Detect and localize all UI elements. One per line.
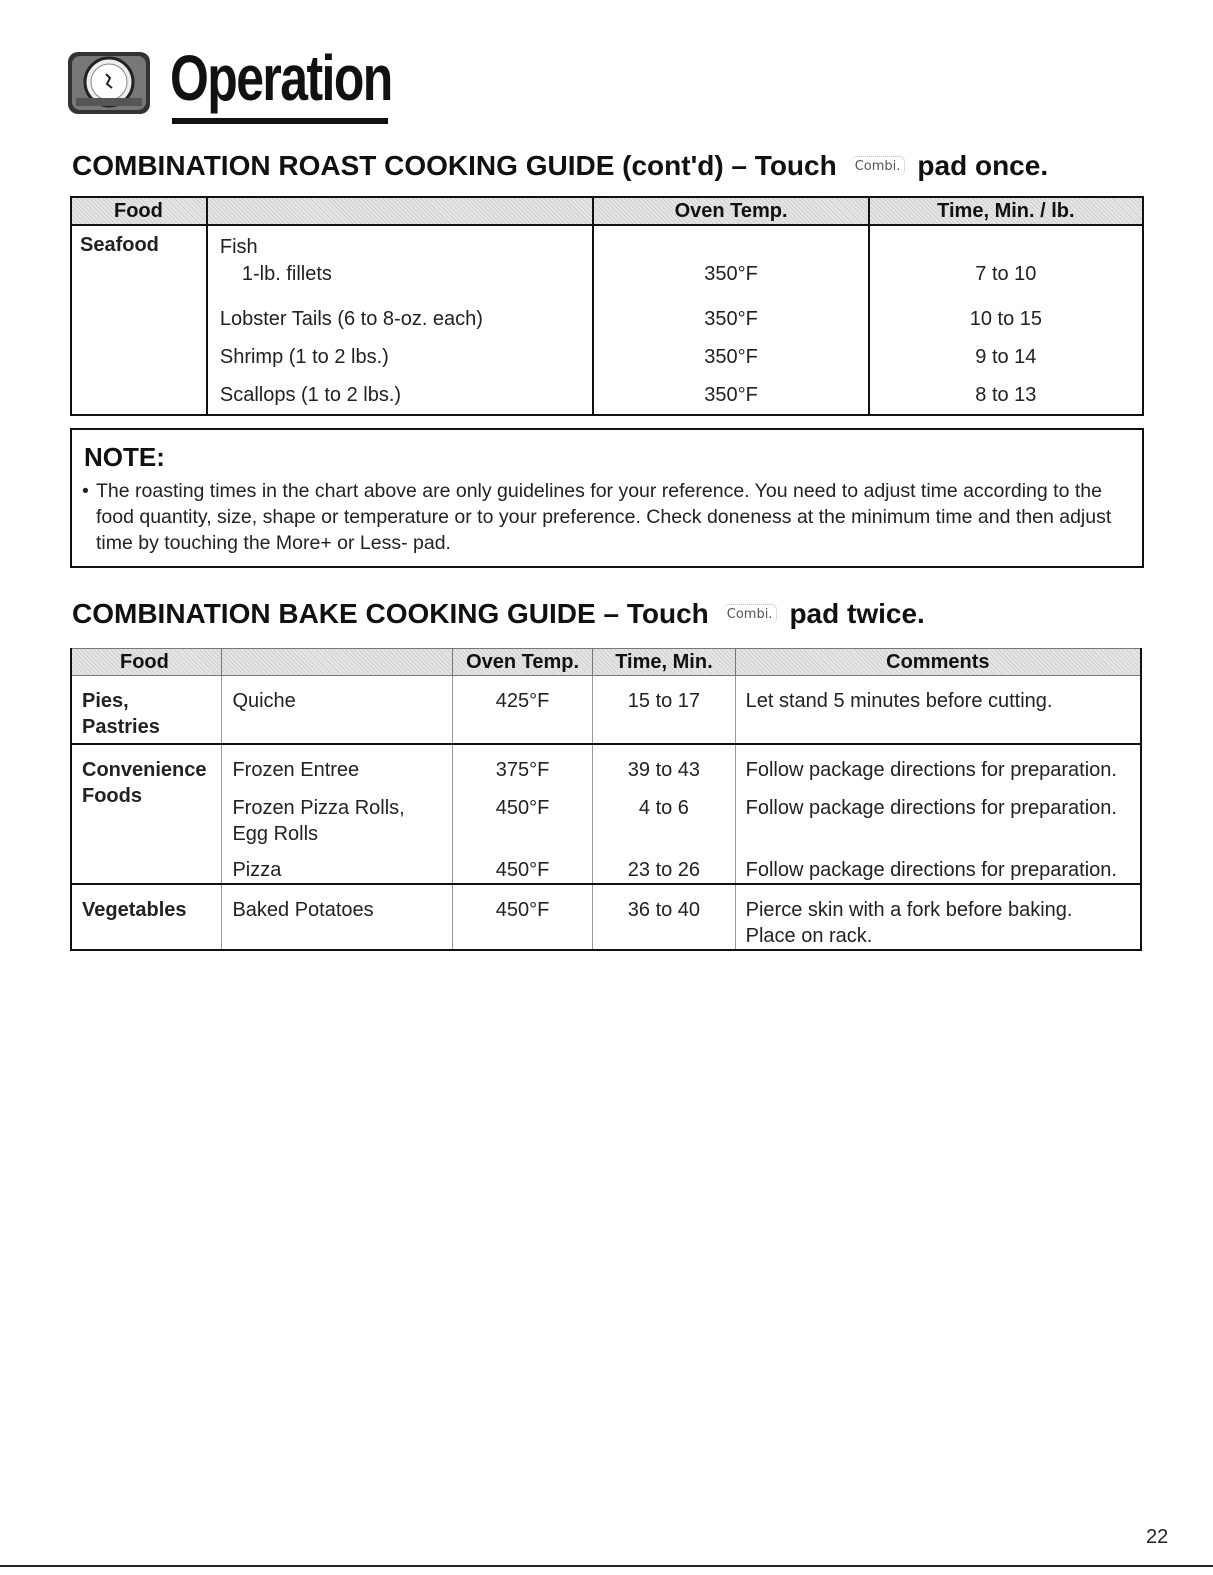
food-item: Frozen Pizza Rolls, (232, 796, 405, 819)
temp-value: 450°F (495, 796, 550, 819)
comment-text: Follow package directions for preparation. (745, 796, 1117, 819)
roast-guide-title (72, 150, 1048, 182)
table-row (71, 676, 1141, 744)
page-title: Operation (170, 42, 392, 114)
time-column (869, 225, 1143, 415)
combi-pad-icon: Combi. (851, 156, 906, 176)
food-item: Pizza (232, 858, 282, 881)
time-value (870, 230, 1142, 264)
comment-text: Follow package directions for preparation. (745, 758, 1117, 781)
note-text-block (82, 478, 1132, 556)
temp-value: 350°F (704, 384, 758, 406)
temp-value: 425°F (495, 690, 550, 712)
comment-text: Let stand 5 minutes before cutting. (745, 690, 1053, 712)
food-item: Lobster Tails (6 to 8-oz. each) (219, 308, 483, 330)
temp-cell (452, 884, 592, 950)
category-line: Foods (82, 784, 142, 807)
bake-title-suffix: pad twice. (789, 598, 925, 629)
category-seafood: Seafood (71, 225, 207, 415)
note-box (70, 428, 1144, 568)
food-item: Scallops (1 to 2 lbs.) (219, 384, 402, 406)
food-column (207, 225, 594, 415)
temp-cell (452, 676, 592, 744)
table-row (71, 884, 1141, 950)
category-line: Convenience (82, 758, 207, 781)
food-item: Fish (219, 236, 258, 258)
roast-title-text: COMBINATION ROAST COOKING GUIDE (cont'd) – Touch (72, 150, 837, 181)
food-item: 1-lb. fillets (241, 263, 332, 285)
time-value: 23 to 26 (627, 858, 701, 881)
footer-rule (0, 1565, 1213, 1567)
table-row (71, 225, 1143, 415)
temp-value: 350°F (704, 346, 758, 368)
time-value: 7 to 10 (975, 263, 1037, 285)
oven-clock-icon (66, 48, 152, 116)
note-body: The roasting times in the chart above are only guidelines for your reference. You need to adjust time according to the food quantity, size, shape or temperature or to your preference. Check doneness at the minimum time and then adjust time by touching the More+ or Less- pad. (96, 480, 1112, 554)
comment-cell (735, 676, 1141, 744)
time-value: 39 to 43 (627, 758, 701, 781)
category-line: Vegetables (82, 898, 187, 921)
page-header (66, 40, 666, 130)
title-underline (172, 118, 388, 124)
table-header-row (71, 649, 1141, 676)
header-food: Food (71, 197, 207, 225)
header-blank (222, 649, 453, 676)
temp-value: 375°F (495, 758, 550, 781)
time-value: 4 to 6 (638, 796, 689, 819)
comment-cell (735, 884, 1141, 950)
time-value: 8 to 13 (975, 384, 1037, 406)
category-convenience-foods (71, 744, 222, 884)
bake-guide-table (70, 648, 1142, 951)
header-blank (207, 197, 594, 225)
comment-text: Follow package directions for preparation. (745, 858, 1117, 881)
header-food: Food (71, 649, 222, 676)
roast-guide-table (70, 196, 1144, 416)
time-cell (593, 744, 735, 884)
header-oven-temp: Oven Temp. (452, 649, 592, 676)
comment-text: Pierce skin with a fork before baking. (745, 898, 1073, 921)
roast-title-suffix: pad once. (917, 150, 1049, 181)
time-value: 9 to 14 (975, 346, 1037, 368)
food-cell (222, 744, 453, 884)
comment-cell (735, 744, 1141, 884)
bullet-icon: • (82, 480, 89, 502)
time-cell (593, 676, 735, 744)
food-item: Shrimp (1 to 2 lbs.) (219, 346, 389, 368)
food-item: Frozen Entree (232, 758, 360, 781)
page-number: 22 (1146, 1526, 1169, 1548)
time-value: 10 to 15 (969, 308, 1042, 330)
time-value: 15 to 17 (627, 690, 701, 712)
temp-value (594, 230, 867, 264)
combi-pad-icon: Combi. (723, 604, 778, 624)
food-cell (222, 676, 453, 744)
header-time: Time, Min. / lb. (869, 197, 1143, 225)
temp-value: 450°F (495, 858, 550, 881)
temp-value: 450°F (495, 898, 550, 921)
header-comments: Comments (735, 649, 1141, 676)
category-pies-pastries (71, 676, 222, 744)
bake-title-text: COMBINATION BAKE COOKING GUIDE – Touch (72, 598, 709, 629)
note-title: NOTE: (84, 442, 165, 472)
header-oven-temp: Oven Temp. (593, 197, 868, 225)
category-line: Pastries (82, 716, 160, 738)
temp-cell (452, 744, 592, 884)
temp-value: 350°F (704, 263, 758, 285)
comment-text: Place on rack. (745, 924, 873, 947)
category-line: Pies, (82, 690, 129, 712)
time-cell (593, 884, 735, 950)
temp-column (593, 225, 868, 415)
table-row (71, 744, 1141, 884)
table-header-row (71, 197, 1143, 225)
food-item: Quiche (232, 690, 296, 712)
food-item: Egg Rolls (232, 822, 319, 845)
category-vegetables (71, 884, 222, 950)
header-time: Time, Min. (593, 649, 735, 676)
bake-guide-title (72, 598, 925, 630)
food-cell (222, 884, 453, 950)
time-value: 36 to 40 (627, 898, 701, 921)
food-item: Baked Potatoes (232, 898, 374, 921)
temp-value: 350°F (704, 308, 758, 330)
